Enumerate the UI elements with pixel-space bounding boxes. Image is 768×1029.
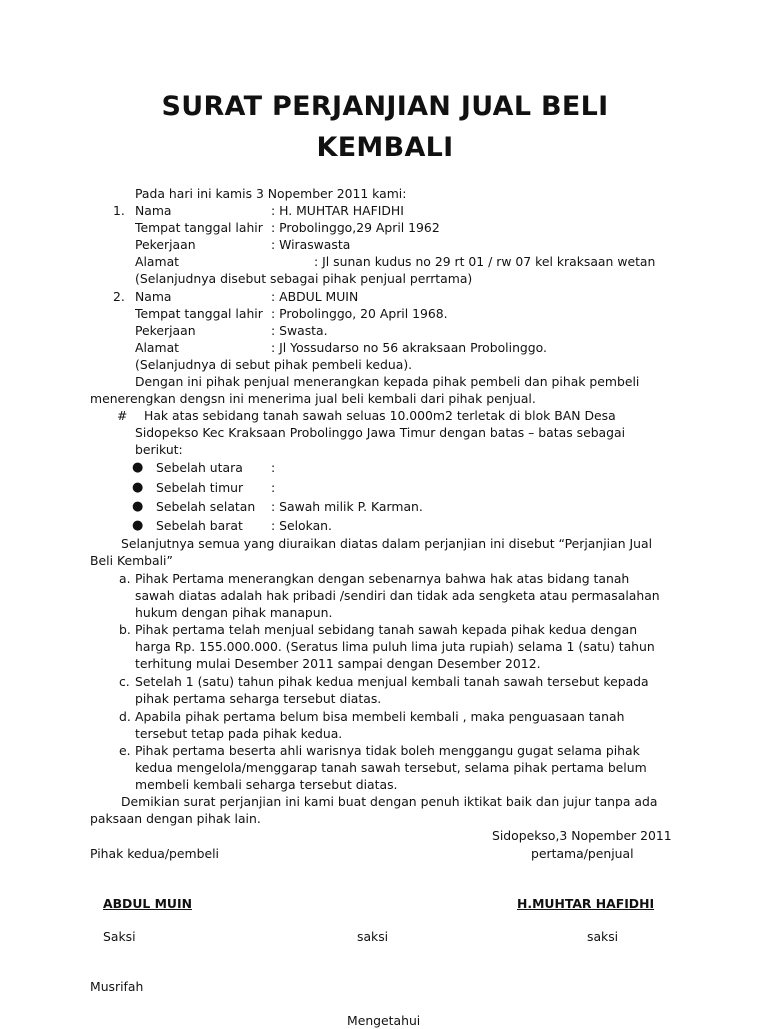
- hash-marker: #: [117, 408, 128, 423]
- clause-letter: e.: [119, 743, 131, 758]
- clause-line: membeli kembali seharga tersebut diatas.: [135, 777, 398, 792]
- statement-line-1: Dengan ini pihak penjual menerangkan kepada pihak pembeli dan pihak pembeli: [135, 374, 640, 389]
- boundary-label: Sebelah timur: [156, 480, 244, 495]
- closing-line-2: paksaan dengan pihak lain.: [90, 811, 261, 826]
- bullet-icon: ●: [132, 518, 144, 533]
- party1-nama-value: : H. MUHTAR HAFIDHI: [271, 203, 404, 218]
- clause-line: Pihak pertama beserta ahli warisnya tidak boleh menggangu gugat selama pihak: [135, 743, 640, 758]
- closing-line-1: Demikian surat perjanjian ini kami buat dengan penuh iktikat baik dan jujur tanpa ada: [121, 794, 658, 809]
- clause-line: kedua mengelola/menggarap tanah sawah tersebut, selama pihak pertama belum: [135, 760, 647, 775]
- clause-line: Pihak Pertama menerangkan dengan sebenarnya bahwa hak atas bidang tanah: [135, 571, 630, 586]
- boundary-value: : Selokan.: [271, 518, 332, 533]
- party1-pekerjaan-value: : Wiraswasta: [271, 237, 351, 252]
- clause-line: sawah diatas adalah hak pribadi /sendiri dan tidak ada sengketa atau permasalahan: [135, 588, 660, 603]
- party-right-label: pertama/penjual: [531, 846, 634, 861]
- continuation-line-1: Selanjutnya semua yang diuraikan diatas dalam perjanjian ini disebut “Perjanjian Jual: [121, 536, 653, 551]
- clause-letter: b.: [119, 622, 131, 637]
- party2-number: 2.: [113, 289, 125, 304]
- party2-pekerjaan-label: Pekerjaan: [135, 323, 196, 338]
- party1-number: 1.: [113, 203, 125, 218]
- land-line-3: berikut:: [135, 442, 183, 457]
- boundary-value: :: [271, 460, 276, 475]
- witness-label-3: saksi: [587, 929, 619, 944]
- land-line-1: Hak atas sebidang tanah sawah seluas 10.000m2 terletak di blok BAN Desa: [144, 408, 616, 423]
- party1-ttl-label: Tempat tanggal lahir: [135, 220, 263, 235]
- party1-alamat-value: : Jl sunan kudus no 29 rt 01 / rw 07 kel kraksaan wetan: [314, 254, 656, 269]
- bullet-icon: ●: [132, 499, 144, 514]
- signature-name-buyer: ABDUL MUIN: [103, 896, 192, 911]
- boundary-value: : Sawah milik P. Karman.: [271, 499, 423, 514]
- clause-line: hukum dengan pihak manapun.: [135, 605, 333, 620]
- clause-line: Pihak pertama telah menjual sebidang tanah sawah kepada pihak kedua dengan: [135, 622, 638, 637]
- continuation-line-2: Beli Kembali”: [90, 553, 173, 568]
- place-date: Sidopekso,3 Nopember 2011: [492, 828, 672, 843]
- party-left-label: Pihak kedua/pembeli: [90, 846, 219, 861]
- boundary-value: :: [271, 480, 276, 495]
- witness-name: Musrifah: [90, 979, 144, 994]
- party1-alamat-label: Alamat: [135, 254, 180, 269]
- party1-nama-label: Nama: [135, 203, 172, 218]
- clause-letter: c.: [119, 674, 130, 689]
- land-line-2: Sidopekso Kec Kraksaan Probolinggo Jawa Timur dengan batas – batas sebagai: [135, 425, 626, 440]
- statement-line-2: menerengkan dengsn ini menerima jual beli kembali dari pihak penjual.: [90, 391, 536, 406]
- party2-alamat-value: : Jl Yossudarso no 56 akraksaan Probolinggo.: [271, 340, 547, 355]
- clause-letter: a.: [119, 571, 131, 586]
- opening-line: Pada hari ini kamis 3 Nopember 2011 kami:: [135, 186, 407, 201]
- party1-ttl-value: : Probolinggo,29 April 1962: [271, 220, 440, 235]
- boundary-label: Sebelah selatan: [156, 499, 256, 514]
- party2-ttl-value: : Probolinggo, 20 April 1968.: [271, 306, 448, 321]
- clause-letter: d.: [119, 709, 131, 724]
- party2-note: (Selanjudnya di sebut pihak pembeli kedua).: [135, 357, 413, 372]
- party1-pekerjaan-label: Pekerjaan: [135, 237, 196, 252]
- document-title: [90, 86, 680, 168]
- party2-alamat-label: Alamat: [135, 340, 180, 355]
- party2-ttl-label: Tempat tanggal lahir: [135, 306, 263, 321]
- clause-line: Apabila pihak pertama belum bisa membeli kembali , maka penguasaan tanah: [135, 709, 625, 724]
- title-line-2: KEMBALI: [316, 132, 454, 163]
- signature-name-seller: H.MUHTAR HAFIDHI: [517, 896, 655, 911]
- party2-pekerjaan-value: : Swasta.: [271, 323, 328, 338]
- bullet-icon: ●: [132, 460, 144, 475]
- boundary-label: Sebelah utara: [156, 460, 243, 475]
- acknowledged-label: Mengetahui: [347, 1013, 421, 1028]
- title-line-1: SURAT PERJANJIAN JUAL BELI: [161, 91, 609, 122]
- clause-line: pihak pertama seharga tersebut diatas.: [135, 691, 382, 706]
- party2-nama-value: : ABDUL MUIN: [271, 289, 359, 304]
- witness-label-2: saksi: [357, 929, 389, 944]
- clause-line: harga Rp. 155.000.000. (Seratus lima puluh lima juta rupiah) selama 1 (satu) tahun: [135, 639, 655, 654]
- boundary-label: Sebelah barat: [156, 518, 243, 533]
- clause-line: tersebut tetap pada pihak kedua.: [135, 726, 343, 741]
- clause-line: Setelah 1 (satu) tahun pihak kedua menjual kembali tanah sawah tersebut kepada: [135, 674, 649, 689]
- clause-line: terhitung mulai Desember 2011 sampai dengan Desember 2012.: [135, 656, 541, 671]
- witness-label-1: Saksi: [103, 929, 136, 944]
- bullet-icon: ●: [132, 480, 144, 495]
- party2-nama-label: Nama: [135, 289, 172, 304]
- party1-note: (Selanjudnya disebut sebagai pihak penjual perrtama): [135, 271, 473, 286]
